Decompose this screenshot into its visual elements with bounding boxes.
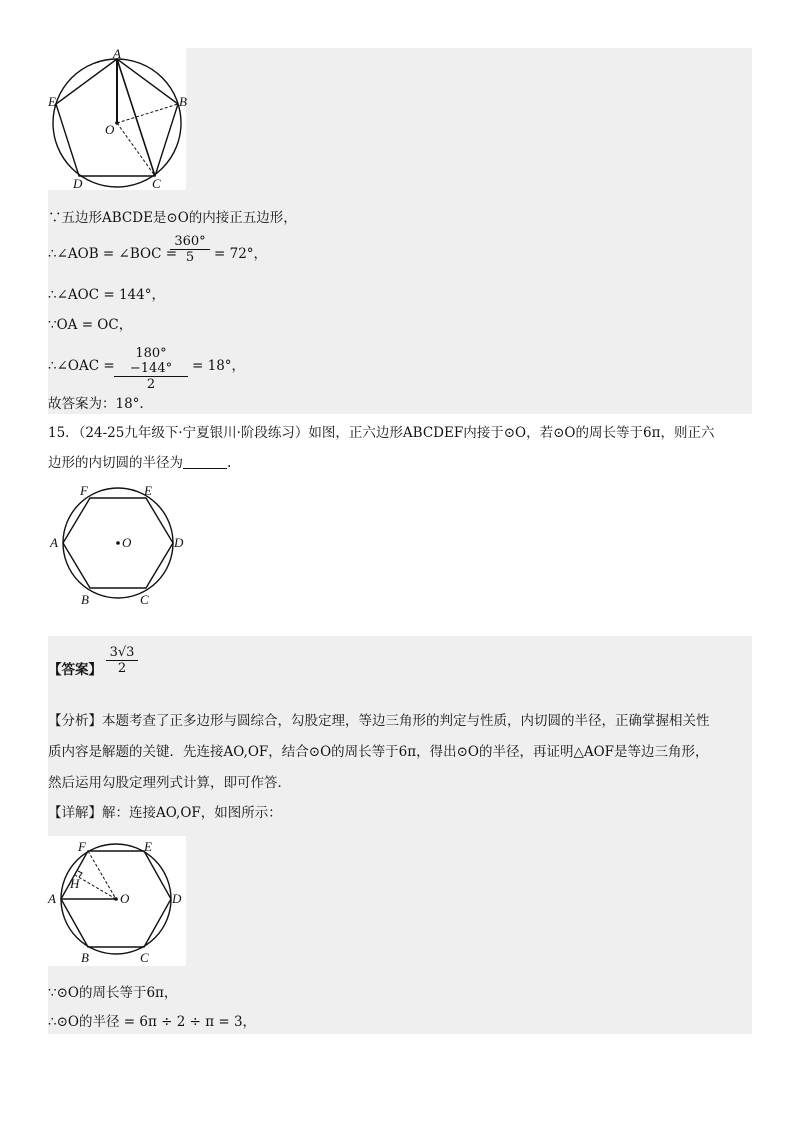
fraction-denominator: 5: [185, 250, 195, 265]
hexagon-detail-figure: [48, 836, 186, 966]
analysis-line-3: 然后运用勾股定理列式计算，即可作答．: [48, 775, 291, 791]
analysis-line-1: 【分析】本题考查了正多边形与圆综合，勾股定理，等边三角形的判定与性质，内切圆的半径，正确掌握相关性: [48, 713, 710, 729]
label-D: D: [174, 535, 184, 550]
stem-text: 边形的内切圆的半径为: [48, 455, 183, 471]
label-A: A: [50, 535, 58, 550]
label-O: O: [120, 891, 130, 906]
hexagon-figure: [48, 480, 188, 610]
answer-blank: [183, 454, 227, 469]
label-B: B: [179, 94, 187, 109]
fraction-numerator: 3√3: [106, 645, 138, 661]
solution-line-5-right: = 18°，: [192, 358, 246, 374]
label-E: E: [144, 839, 152, 854]
fraction-numerator: 360°: [170, 234, 210, 250]
fraction-numerator: 180° −144°: [114, 346, 188, 377]
analysis-line-2: 质内容是解题的关键．先连接AO,OF，结合⊙O的周长等于6π，得出⊙O的半径，再证明△AOF是等边三角形，: [48, 744, 709, 760]
answer-label: 【答案】: [48, 662, 102, 678]
stem-end: .: [227, 455, 232, 471]
label-B: B: [81, 592, 89, 607]
label-D: D: [172, 891, 182, 906]
fraction-denominator: 2: [146, 377, 156, 392]
label-C: C: [140, 950, 149, 965]
label-E: E: [48, 94, 56, 109]
solution-line-2-left: ∴∠AOB = ∠BOC =: [48, 246, 178, 262]
label-H: H: [70, 876, 80, 891]
label-C: C: [152, 176, 161, 191]
solution-line-5-left: ∴∠OAC =: [48, 358, 115, 374]
detail-line-2: ∴⊙O的半径 = 6π ÷ 2 ÷ π = 3，: [48, 1014, 257, 1030]
solution-line-3: ∴∠AOC = 144°，: [48, 287, 165, 303]
detail-intro: 【详解】解：连接AO,OF，如图所示：: [48, 805, 282, 821]
fraction-angle: [114, 346, 188, 392]
question-15-stem-line-1: 15．（24-25九年级下·宁夏银川·阶段练习）如图，正六边形ABCDEF内接于⊙O，若⊙O的周长等于6π，则正六: [48, 425, 715, 441]
label-E: E: [144, 483, 152, 498]
solution-block-shade: [186, 48, 752, 190]
fraction-denominator: 2: [117, 661, 127, 676]
answer-fraction: [106, 645, 138, 676]
label-A: A: [113, 46, 121, 61]
label-O: O: [122, 535, 132, 550]
solution-line-1: ∵五边形ABCDE是⊙O的内接正五边形，: [48, 210, 297, 226]
pentagon-figure: [48, 48, 186, 190]
label-O: O: [105, 122, 115, 137]
label-F: F: [80, 483, 88, 498]
label-C: C: [140, 592, 149, 607]
solution-line-6: 故答案为：18°.: [48, 396, 144, 412]
detail-line-1: ∵⊙O的周长等于6π，: [48, 985, 178, 1001]
solution-line-4: ∵OA = OC，: [48, 317, 133, 333]
fraction-360-over-5: [170, 234, 210, 265]
question-15-stem-line-2: [48, 454, 231, 472]
label-A: A: [48, 891, 56, 906]
label-F: F: [78, 839, 86, 854]
solution-line-2-right: = 72°，: [214, 246, 268, 262]
label-B: B: [81, 950, 89, 965]
label-D: D: [73, 176, 83, 191]
detail-block-shade: [186, 836, 752, 966]
